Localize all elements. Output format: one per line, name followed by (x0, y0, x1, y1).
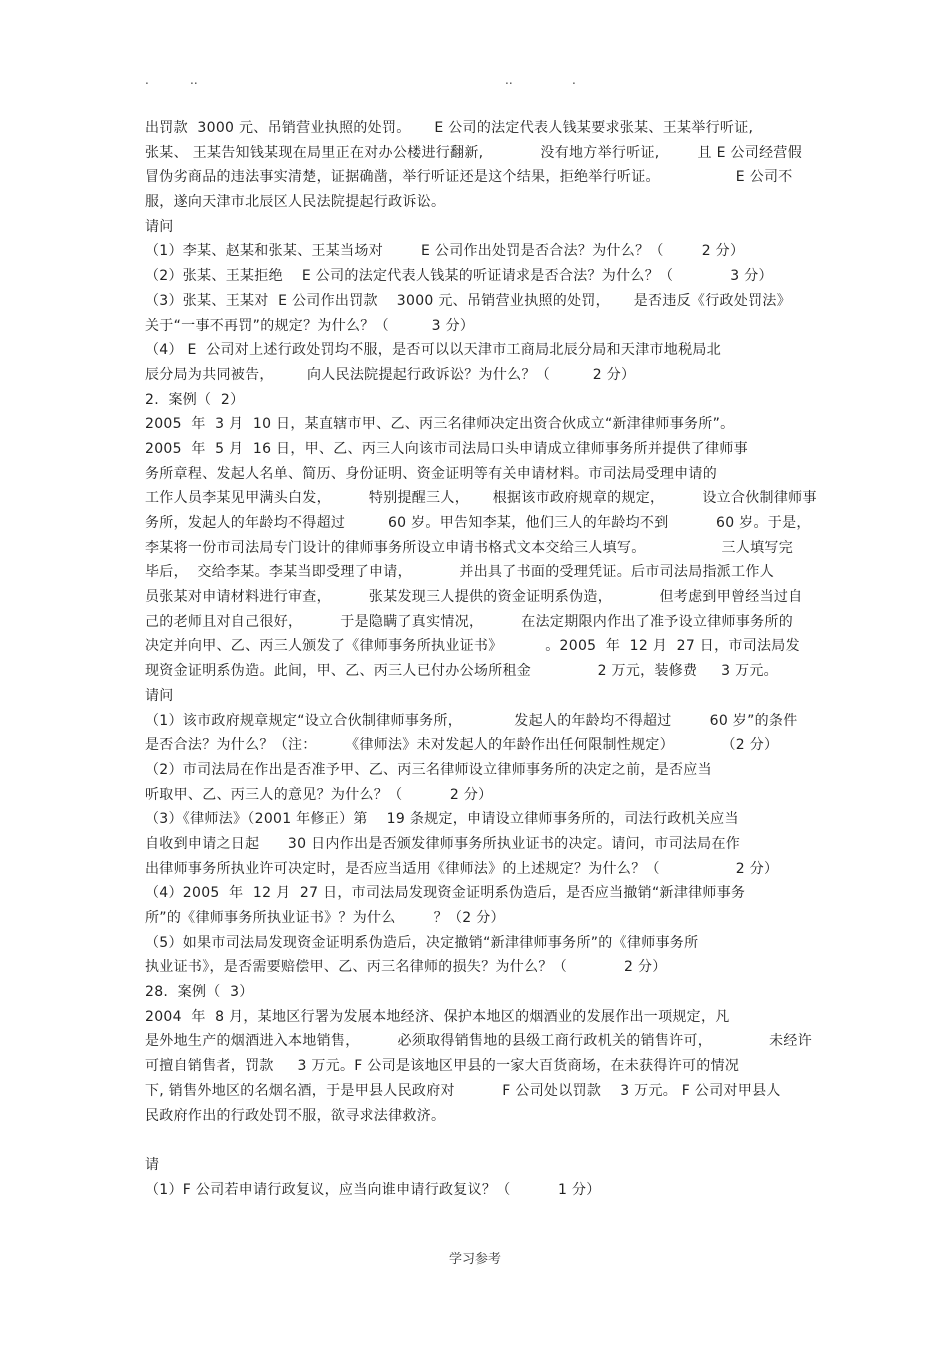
text-line: （1）该市政府规章规定“设立合伙制律师事务所， 发起人的年龄均不得超过 60 岁”的条件 (145, 712, 798, 729)
text-line: 请问 (145, 218, 174, 235)
text-line: 2. 案例（ 2） (145, 391, 245, 408)
text-line: 毕后， 交给李某。李某当即受理了申请， 并出具了书面的受理凭证。后市司法局指派工作人 (145, 564, 774, 581)
header-mark: . (572, 73, 576, 87)
text-line: 2005 年 3 月 10 日，某直辖市甲、乙、丙三名律师决定出资合伙成立“新津律师事务所”。 (145, 416, 735, 433)
text-line: 可擅自销售者，罚款 3 万元。F 公司是该地区甲县的一家大百货商场，在未获得许可的情况 (145, 1058, 740, 1075)
text-line: 所”的《律师事务所执业证书》？为什么 ？（2 分） (145, 910, 505, 926)
text-line: 是否合法？为什么？（注： 《律师法》未对发起人的年龄作出任何限制性规定） （2 分） (145, 737, 779, 754)
text-line: 冒伪劣商品的违法事实清楚，证据确凿，举行听证还是这个结果，拒绝举行听证。 E 公司不 (145, 169, 793, 186)
text-line: 出律师事务所执业许可决定时，是否应当适用《律师法》的上述规定？为什么？（ 2 分） (145, 860, 779, 877)
text-line: 2005 年 5 月 16 日，甲、乙、丙三人向该市司法局口头申请成立律师事务所并提供了律师事 (145, 440, 748, 457)
text-line: 关于“一事不再罚”的规定？为什么？（ 3 分） (145, 317, 475, 334)
text-line: （5）如果市司法局发现资金证明系伪造后，决定撤销“新津律师事务所”的《律师事务所 (145, 934, 699, 951)
text-line: 务所章程、发起人名单、简历、身份证明、资金证明等有关申请材料。市司法局受理申请的 (145, 465, 717, 482)
page-header-marks (0, 70, 950, 90)
text-line: 己的老师且对自己很好， 于是隐瞒了真实情况， 在法定期限内作出了准予设立律师事务所的 (145, 613, 793, 630)
text-line: （2）张某、王某拒绝 E 公司的法定代表人钱某的听证请求是否合法？为什么？（ 3 分） (145, 268, 773, 285)
document-body (145, 116, 817, 1202)
text-line: 出罚款 3000 元、吊销营业执照的处罚。 E 公司的法定代表人钱某要求张某、王某举行听证, (145, 120, 754, 136)
text-line: （3）《律师法》（2001 年修正）第 19 条规定，申请设立律师事务所的，司法行政机关应当 (145, 811, 739, 828)
page-footer: 学习参考 (448, 1252, 501, 1267)
header-mark: .. (505, 73, 513, 87)
text-line: 服，遂向天津市北辰区人民法院提起行政诉讼。 (145, 194, 446, 211)
header-mark: . (145, 73, 149, 87)
text-line: （1）F 公司若申请行政复议，应当向谁申请行政复议？（ 1 分） (145, 1181, 601, 1198)
text-line: 请 (145, 1156, 160, 1173)
text-line: 听取甲、乙、丙三人的意见？为什么？（ 2 分） (145, 786, 493, 803)
text-line: 辰分局为共同被告， 向人民法院提起行政诉讼？为什么？（ 2 分） (145, 366, 636, 383)
blank-line (145, 1128, 810, 1153)
text-line: （3）张某、王某对 E 公司作出罚款 3000 元、吊销营业执照的处罚， 是否违反《行政处罚法》 (145, 292, 792, 309)
text-line: 李某将一份市司法局专门设计的律师事务所设立申请书格式文本交给三人填写。 三人填写完 (145, 539, 793, 556)
text-line: 2004 年 8 月，某地区行署为发展本地经济、保护本地区的烟酒业的发展作出一项规定，凡 (145, 1008, 730, 1025)
text-line: 自收到申请之日起 30 日内作出是否颁发律师事务所执业证书的决定。请问，市司法局在作 (145, 835, 741, 852)
text-line: 务所，发起人的年龄均不得超过 60 岁。甲告知李某，他们三人的年龄均不到 60 岁。于是， (145, 515, 811, 531)
text-line: （2）市司法局在作出是否准予甲、乙、丙三名律师设立律师事务所的决定之前，是否应当 (145, 761, 712, 778)
text-line: 是外地生产的烟酒进入本地销售， 必须取得销售地的县级工商行政机关的销售许可， 未经许 (145, 1033, 813, 1050)
text-line: 现资金证明系伪造。此间，甲、乙、丙三人已付办公场所租金 2 万元，装修费 3 万元。 (145, 663, 778, 680)
text-line: 张某、 王某告知钱某现在局里正在对办公楼进行翻新, 没有地方举行听证, 且 E 公司经营假 (145, 144, 802, 161)
text-line: 决定并向甲、乙、丙三人颁发了《律师事务所执业证书》 。2005 年 12 月 27 日，市司法局发 (145, 638, 800, 655)
text-line: （4）2005 年 12 月 27 日，市司法局发现资金证明系伪造后，是否应当撤销“新津律师事务 (145, 885, 746, 902)
text-line: 员张某对申请材料进行审查， 张某发现三人提供的资金证明系伪造， 但考虑到甲曾经当过自 (145, 589, 803, 606)
text-line: （1）李某、赵某和张某、王某当场对 E 公司作出处罚是否合法？为什么？（ 2 分） (145, 243, 745, 260)
text-line: 下, 销售外地区的名烟名酒，于是甲县人民政府对 F 公司处以罚款 3 万元。 F 公司对甲县人 (145, 1082, 781, 1099)
header-mark: .. (190, 73, 198, 87)
text-line: 执业证书》，是否需要赔偿甲、乙、丙三名律师的损失？为什么？（ 2 分） (145, 959, 667, 976)
text-line: 请问 (145, 687, 174, 704)
text-line: （4） E 公司对上述行政处罚均不服，是否可以以天津市工商局北辰分局和天津市地税局北 (145, 342, 722, 359)
text-line: 民政府作出的行政处罚不服，欲寻求法律救济。 (145, 1107, 446, 1124)
text-line: 工作人员李某见甲满头白发， 特别提醒三人， 根据该市政府规章的规定， 设立合伙制律师事 (145, 490, 817, 507)
text-line: 28. 案例（ 3） (145, 984, 254, 1001)
